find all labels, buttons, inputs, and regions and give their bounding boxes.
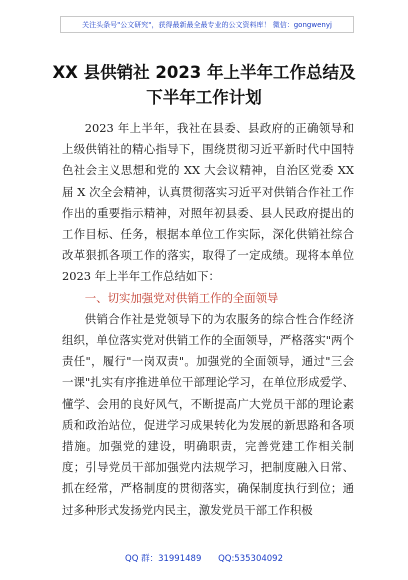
section-1-paragraph: 供销合作社是党领导下的为农服务的综合性合作经济组织，单位落实党对供销工作的全面领导，严格落实"两个责任"，履行"一岗双责"。加强党的全面领导，通过"三会一课"扎实有序推进单位干部理论学习，在单位形成爱学、懂学、会用的良好风气，不断提高广大党员干部的理论素质和政治站位，促进学习成果转化为发展的新思路和各项措施。加强党的建设，明确职责，完善党建工作相关制度；引导党员干部加强党内法规学习，把制度融入日常、抓在经常，严格制度的贯彻落实，确保制度执行到位；通过多种形式发扬党内民主，激发党员干部工作积极	[62, 311, 354, 517]
section-heading-1: 一、切实加强党对供销工作的全面领导	[84, 290, 279, 305]
document-body	[62, 118, 354, 521]
footer-qq: QQ:535304092	[218, 554, 283, 564]
intro-paragraph: 2023 年上半年，我社在县委、县政府的正确领导和上级供销社的精心指导下，围绕贯彻习近平新时代中国特色社会主义思想和党的 XX 大会议精神，自治区党委 XX 届 X 次全会精神，认真贯彻落实习近平对供销合作社工作作出的重要指示精神，对照年初县委、县人民政府提出的工作目标、任务，根据本单位工作实际，深化供销社综合改革狠抓各项工作的落实，取得了一定成绩。现将本单位 2023 年上半年工作总结如下：	[62, 121, 354, 284]
header-banner-text: 关注头条号"公文研究"，获得最新最全最专业的公文资料库！ 微信：gongwenyj	[82, 20, 332, 29]
title-line-2: 下半年工作计划	[146, 88, 262, 107]
title-line-1: XX 县供销社 2023 年上半年工作总结及	[52, 63, 356, 82]
document-title	[40, 60, 368, 110]
header-banner[interactable]	[60, 16, 354, 33]
footer-contact	[0, 552, 408, 564]
footer-qq-group: QQ 群：31991489	[125, 554, 202, 564]
